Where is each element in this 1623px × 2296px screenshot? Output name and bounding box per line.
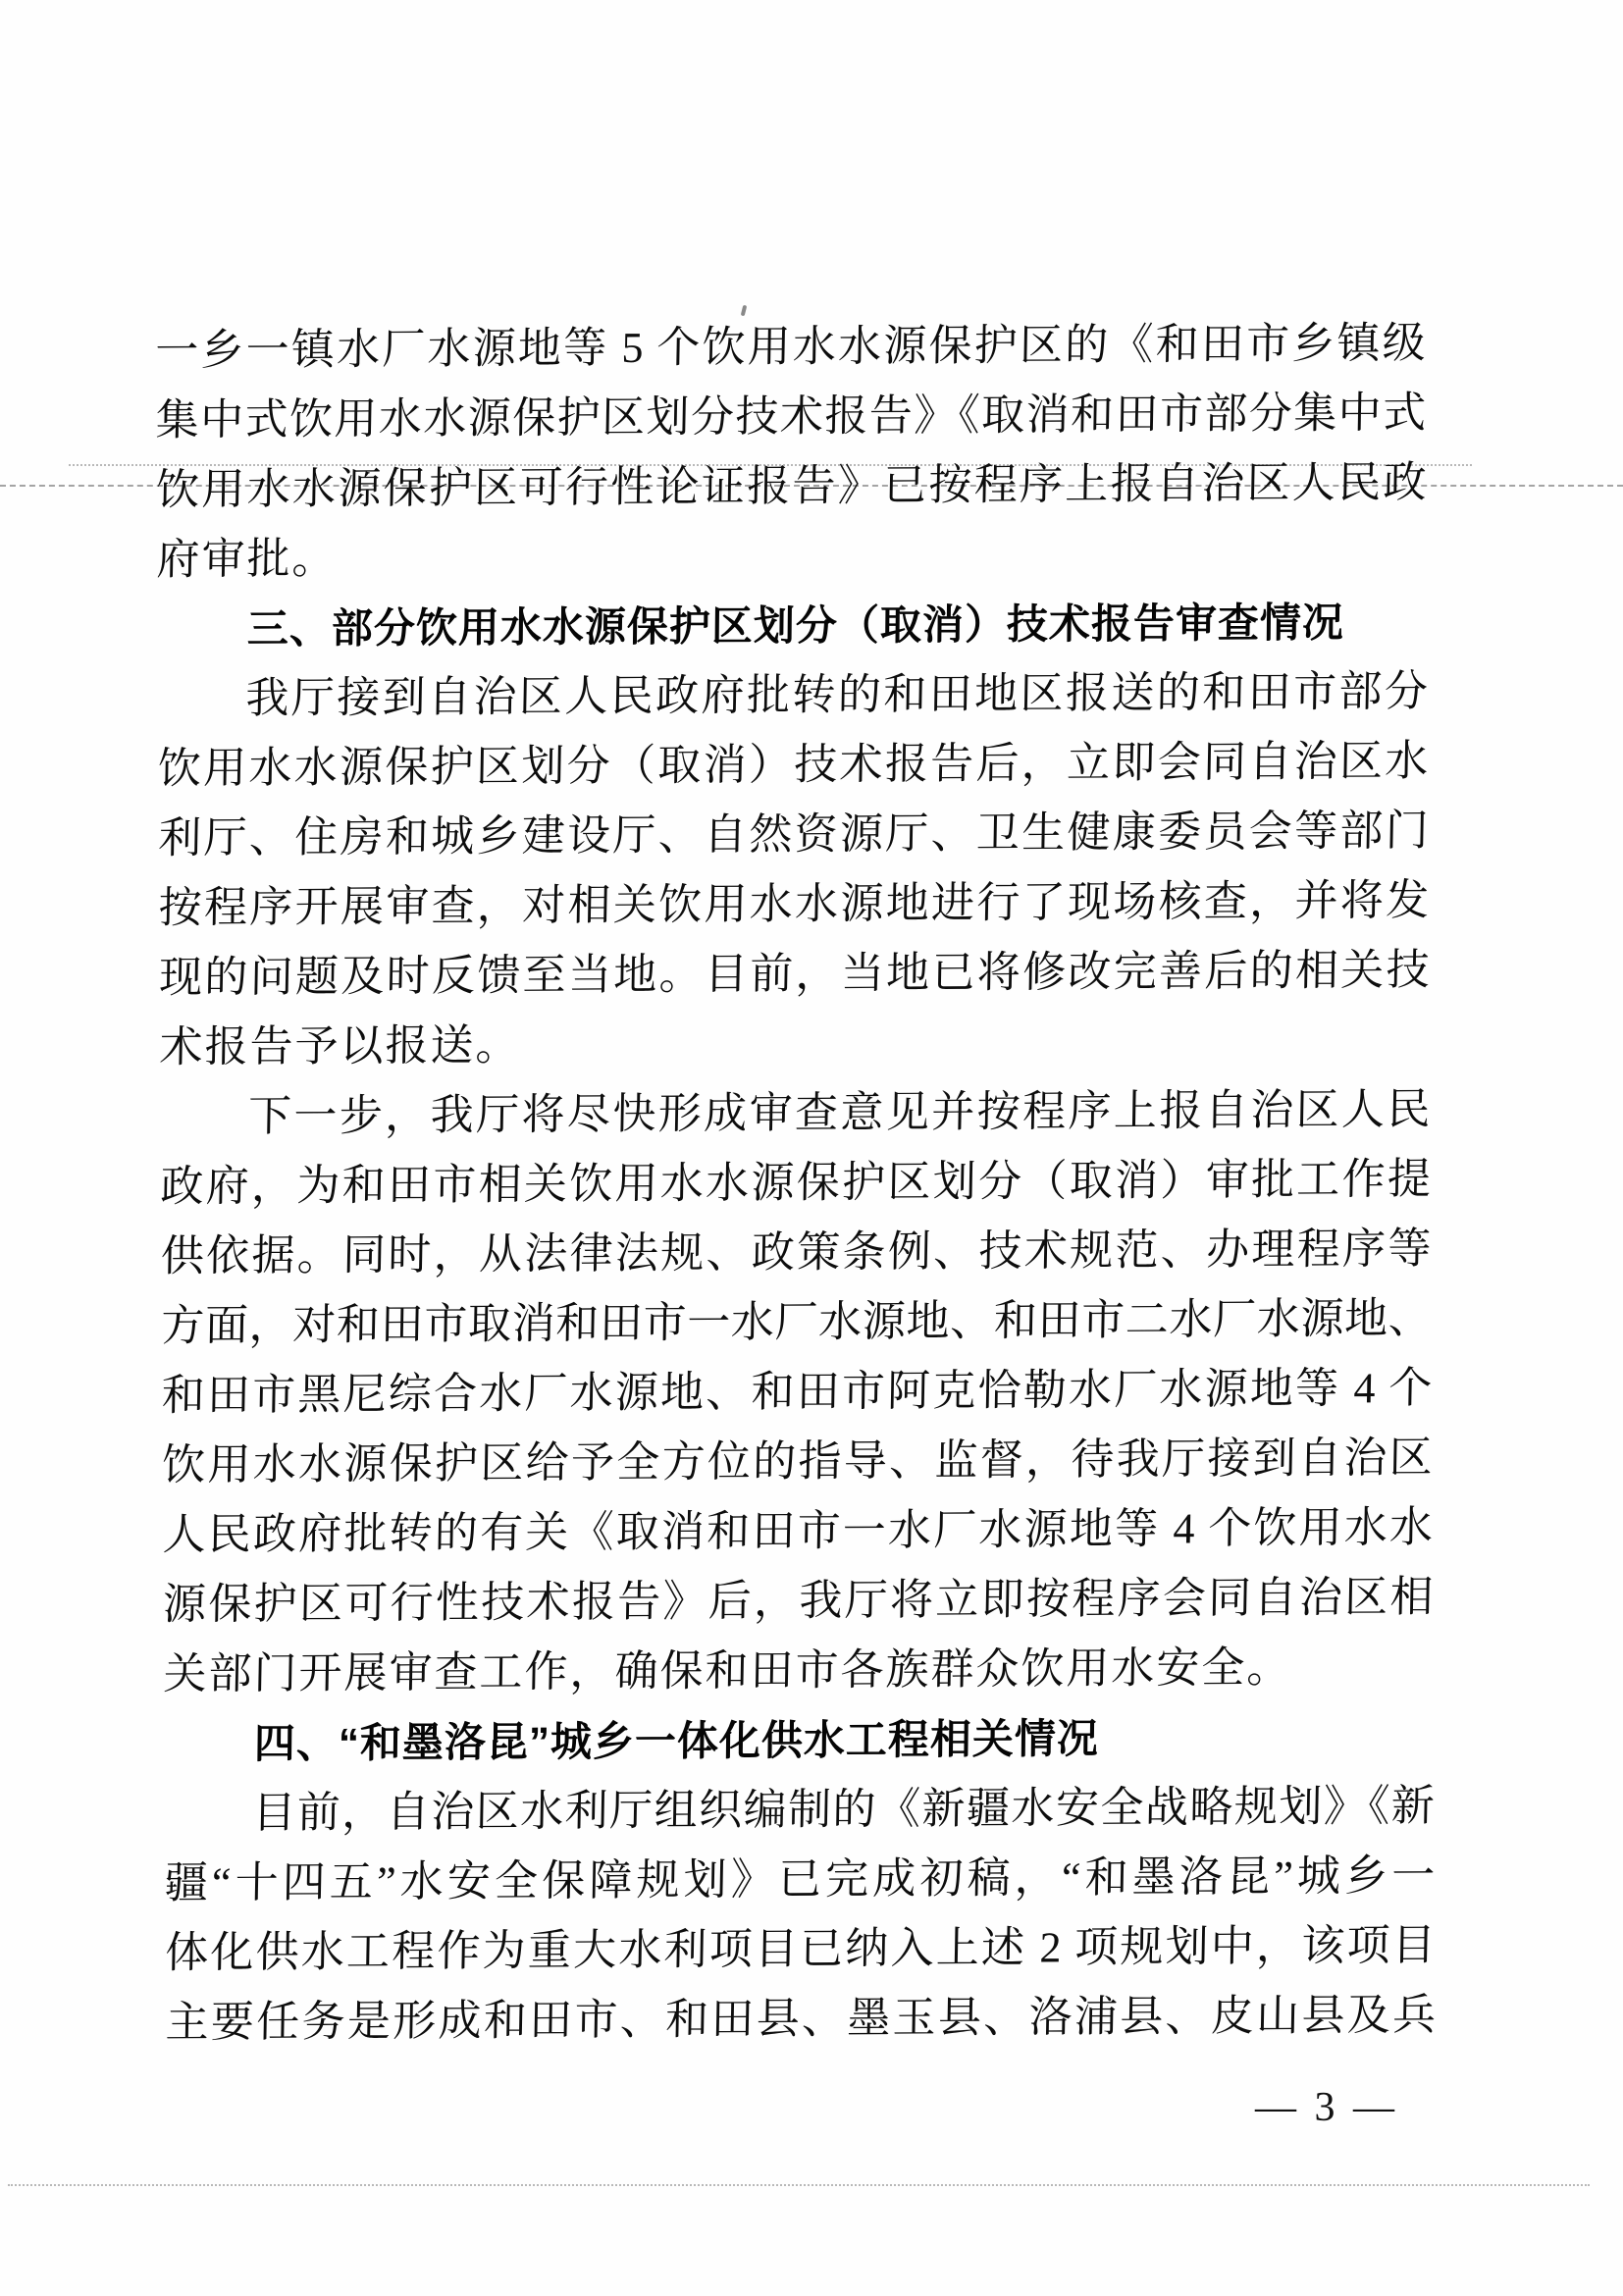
paragraph (164, 1771, 1437, 2058)
text-line: 政府，为和田市相关饮用水水源保护区划分（取消）审批工作提 (159, 1155, 1432, 1211)
page-number: — 3 — (1255, 2085, 1398, 2130)
scan-artifact-line-bottom (8, 2184, 1590, 2186)
paragraph (160, 1074, 1435, 1709)
text-line: 现的问题及时反馈至当地。目前，当地已将修改完善后的相关技 (158, 946, 1431, 1002)
text-line: 疆“十四五”水安全保障规划》已完成初稿，“和墨洛昆”城乡一 (164, 1852, 1437, 1907)
text-line: 按程序开展审查，对相关饮用水水源地进行了现场核查，并将发 (158, 876, 1431, 932)
text-line: 一乡一镇水厂水源地等 5 个饮用水水源保护区的《和田市乡镇级 (154, 319, 1427, 375)
text-line: 术报告予以报送。 (159, 1020, 522, 1071)
text-line: 目前，自治区水利厅组织编制的《新疆水安全战略规划》《新 (251, 1782, 1436, 1838)
text-line: 集中式饮用水水源保护区划分技术报告》《取消和田市部分集中式 (155, 389, 1428, 444)
section-heading: 四、“和墨洛昆”城乡一体化供水工程相关情况 (253, 1715, 1100, 1767)
text-line: 供依据。同时，从法律法规、政策条例、技术规范、办理程序等 (160, 1225, 1433, 1280)
section-heading: 三、部分饮用水水源保护区划分（取消）技术报告审查情况 (246, 599, 1345, 652)
text-line: 关部门开展审查工作，确保和田市各族群众饮用水安全。 (163, 1643, 1292, 1698)
text-line: 利厅、住房和城乡建设厅、自然资源厅、卫生健康委员会等部门 (157, 807, 1430, 862)
document-body (155, 308, 1437, 2058)
text-line: 方面，对和田市取消和田市一水厂水源地、和田市二水厂水源地、 (160, 1294, 1433, 1350)
paragraph (155, 308, 1428, 595)
text-line: 饮用水水源保护区可行性论证报告》已按程序上报自治区人民政 (155, 458, 1428, 514)
text-line: 和田市黑尼综合水厂水源地、和田市阿克恰勒水厂水源地等 4 个 (161, 1364, 1434, 1420)
text-line: 主要任务是形成和田市、和田县、墨玉县、洛浦县、皮山县及兵 (165, 1991, 1438, 2047)
text-line: 我厅接到自治区人民政府批转的和田地区报送的和田市部分 (244, 667, 1429, 723)
text-line: 下一步，我厅将尽快形成审查意见并按程序上报自治区人民 (247, 1085, 1432, 1141)
text-line: 饮用水水源保护区给予全方位的指导、监督，待我厅接到自治区 (161, 1434, 1434, 1489)
text-line: 体化供水工程作为重大水利项目已纳入上述 2 项规划中，该项目 (164, 1921, 1437, 1977)
text-line: 饮用水水源保护区划分（取消）技术报告后，立即会同自治区水 (157, 737, 1430, 793)
text-line: 府审批。 (156, 534, 338, 584)
paragraph (157, 656, 1431, 1082)
text-line: 人民政府批转的有关《取消和田市一水厂水源地等 4 个饮用水水 (162, 1503, 1435, 1559)
text-line: 源保护区可行性技术报告》后，我厅将立即按程序会同自治区相 (162, 1573, 1435, 1629)
